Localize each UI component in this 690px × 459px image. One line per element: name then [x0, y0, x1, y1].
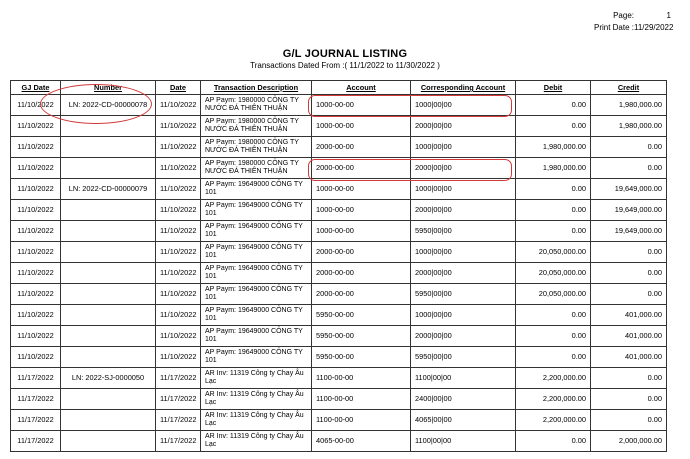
cell-account: 1100-00-00 — [312, 368, 411, 389]
table-row — [11, 95, 667, 116]
cell-credit: 0.00 — [591, 263, 667, 284]
table-row — [11, 326, 667, 347]
cell-date: 11/10/2022 — [156, 347, 201, 368]
cell-number: LN: 2022-SJ-0000050 — [61, 368, 156, 389]
cell-description — [201, 284, 312, 305]
cell-number — [61, 347, 156, 368]
cell-corresponding-account: 2000|00|00 — [411, 263, 516, 284]
table-row — [11, 200, 667, 221]
cell-gj-date: 11/10/2022 — [11, 158, 61, 179]
description-line-1: AP Paym: 19649000 CÔNG TY — [205, 327, 303, 335]
description-line-2: 101 — [205, 315, 217, 322]
cell-gj-date: 11/10/2022 — [11, 263, 61, 284]
cell-debit: 0.00 — [516, 326, 591, 347]
cell-debit: 0.00 — [516, 347, 591, 368]
description-line-2: NƯỚC ĐÁ THIÊN THUẬN — [205, 147, 288, 154]
description-line-1: AR Inv: 11319 Công ty Chay Âu — [205, 432, 304, 440]
cell-corresponding-account: 1000|00|00 — [411, 305, 516, 326]
cell-number — [61, 410, 156, 431]
cell-description — [201, 221, 312, 242]
cell-account: 5950-00-00 — [312, 326, 411, 347]
description-line-2: 101 — [205, 210, 217, 217]
cell-number: LN: 2022-CD-00000078 — [61, 95, 156, 116]
cell-corresponding-account: 2000|00|00 — [411, 158, 516, 179]
col-header-debit: Debit — [516, 81, 591, 95]
description-line-1: AR Inv: 11319 Công ty Chay Âu — [205, 411, 304, 419]
description-line-1: AR Inv: 11319 Công ty Chay Âu — [205, 390, 304, 398]
description-line-2: Lạc — [205, 441, 217, 448]
cell-credit: 1,980,000.00 — [591, 95, 667, 116]
cell-corresponding-account: 2000|00|00 — [411, 116, 516, 137]
cell-date: 11/10/2022 — [156, 284, 201, 305]
cell-corresponding-account: 4065|00|00 — [411, 410, 516, 431]
cell-corresponding-account: 5950|00|00 — [411, 284, 516, 305]
description-line-2: 101 — [205, 231, 217, 238]
cell-debit: 1,980,000.00 — [516, 158, 591, 179]
table-row — [11, 116, 667, 137]
cell-corresponding-account: 2400|00|00 — [411, 389, 516, 410]
cell-description — [201, 326, 312, 347]
cell-gj-date: 11/10/2022 — [11, 200, 61, 221]
cell-number: LN: 2022-CD-00000079 — [61, 179, 156, 200]
description-line-2: 101 — [205, 273, 217, 280]
cell-date: 11/10/2022 — [156, 326, 201, 347]
print-date-value: 11/29/2022 — [634, 23, 674, 32]
cell-gj-date: 11/17/2022 — [11, 389, 61, 410]
cell-credit: 19,649,000.00 — [591, 221, 667, 242]
table-header-row — [11, 81, 667, 95]
cell-credit: 0.00 — [591, 158, 667, 179]
cell-gj-date: 11/17/2022 — [11, 410, 61, 431]
cell-description — [201, 305, 312, 326]
cell-account: 1100-00-00 — [312, 389, 411, 410]
cell-debit: 2,200,000.00 — [516, 410, 591, 431]
cell-gj-date: 11/10/2022 — [11, 305, 61, 326]
cell-credit: 19,649,000.00 — [591, 200, 667, 221]
cell-credit: 401,000.00 — [591, 326, 667, 347]
description-line-2: NƯỚC ĐÁ THIÊN THUẬN — [205, 168, 288, 175]
cell-account: 2000-00-00 — [312, 242, 411, 263]
cell-number — [61, 116, 156, 137]
table-row — [11, 431, 667, 452]
cell-date: 11/10/2022 — [156, 95, 201, 116]
cell-credit: 0.00 — [591, 137, 667, 158]
cell-credit: 0.00 — [591, 410, 667, 431]
table-row — [11, 263, 667, 284]
cell-corresponding-account: 2000|00|00 — [411, 326, 516, 347]
cell-debit: 2,200,000.00 — [516, 389, 591, 410]
table-row — [11, 410, 667, 431]
cell-date: 11/10/2022 — [156, 242, 201, 263]
cell-gj-date: 11/17/2022 — [11, 431, 61, 452]
cell-gj-date: 11/10/2022 — [11, 137, 61, 158]
description-line-1: AR Inv: 11319 Công ty Chay Âu — [205, 369, 304, 377]
description-line-2: 101 — [205, 357, 217, 364]
cell-account: 1100-00-00 — [312, 410, 411, 431]
cell-corresponding-account: 1100|00|00 — [411, 431, 516, 452]
cell-corresponding-account: 5950|00|00 — [411, 221, 516, 242]
cell-gj-date: 11/17/2022 — [11, 368, 61, 389]
description-line-2: Lạc — [205, 378, 217, 385]
cell-account: 2000-00-00 — [312, 137, 411, 158]
cell-account: 2000-00-00 — [312, 263, 411, 284]
cell-date: 11/10/2022 — [156, 137, 201, 158]
cell-date: 11/10/2022 — [156, 179, 201, 200]
description-line-2: 101 — [205, 252, 217, 259]
table-row — [11, 179, 667, 200]
cell-credit: 19,649,000.00 — [591, 179, 667, 200]
cell-corresponding-account: 2000|00|00 — [411, 200, 516, 221]
cell-credit: 1,980,000.00 — [591, 116, 667, 137]
description-line-2: NƯỚC ĐÁ THIÊN THUẬN — [205, 105, 288, 112]
table-row — [11, 158, 667, 179]
journal-table — [10, 80, 667, 452]
table-body — [11, 95, 667, 452]
col-header-credit: Credit — [591, 81, 667, 95]
table-row — [11, 347, 667, 368]
cell-debit: 0.00 — [516, 305, 591, 326]
cell-debit: 0.00 — [516, 221, 591, 242]
cell-description — [201, 137, 312, 158]
description-line-1: AP Paym: 1980000 CÔNG TY — [205, 138, 299, 146]
cell-date: 11/10/2022 — [156, 305, 201, 326]
cell-date: 11/10/2022 — [156, 200, 201, 221]
cell-description — [201, 263, 312, 284]
cell-corresponding-account: 1000|00|00 — [411, 179, 516, 200]
cell-gj-date: 11/10/2022 — [11, 347, 61, 368]
description-line-2: 101 — [205, 294, 217, 301]
description-line-1: AP Paym: 19649000 CÔNG TY — [205, 243, 303, 251]
cell-debit: 2,200,000.00 — [516, 368, 591, 389]
cell-number — [61, 221, 156, 242]
description-line-1: AP Paym: 19649000 CÔNG TY — [205, 285, 303, 293]
report-title: G/L JOURNAL LISTING — [282, 48, 408, 60]
description-line-1: AP Paym: 1980000 CÔNG TY — [205, 96, 299, 104]
cell-debit: 0.00 — [516, 431, 591, 452]
cell-credit: 2,000,000.00 — [591, 431, 667, 452]
cell-number — [61, 263, 156, 284]
description-line-2: Lạc — [205, 399, 217, 406]
cell-credit: 0.00 — [591, 284, 667, 305]
table-row — [11, 305, 667, 326]
cell-number — [61, 431, 156, 452]
cell-debit: 0.00 — [516, 95, 591, 116]
cell-credit: 0.00 — [591, 242, 667, 263]
cell-account: 1000-00-00 — [312, 116, 411, 137]
col-header-gj-date: GJ Date — [11, 81, 61, 95]
cell-date: 11/10/2022 — [156, 158, 201, 179]
cell-gj-date: 11/10/2022 — [11, 95, 61, 116]
description-line-2: 101 — [205, 336, 217, 343]
cell-credit: 0.00 — [591, 368, 667, 389]
description-line-1: AP Paym: 19649000 CÔNG TY — [205, 222, 303, 230]
description-line-1: AP Paym: 19649000 CÔNG TY — [205, 201, 303, 209]
cell-gj-date: 11/10/2022 — [11, 284, 61, 305]
col-header-account: Account — [312, 81, 411, 95]
description-line-1: AP Paym: 1980000 CÔNG TY — [205, 117, 299, 125]
cell-corresponding-account: 1000|00|00 — [411, 242, 516, 263]
cell-corresponding-account: 1000|00|00 — [411, 137, 516, 158]
cell-date: 11/17/2022 — [156, 410, 201, 431]
col-header-number: Number — [61, 81, 156, 95]
description-line-1: AP Paym: 19649000 CÔNG TY — [205, 306, 303, 314]
description-line-2: Lạc — [205, 420, 217, 427]
cell-debit: 0.00 — [516, 200, 591, 221]
cell-gj-date: 11/10/2022 — [11, 242, 61, 263]
cell-account: 2000-00-00 — [312, 284, 411, 305]
cell-description — [201, 347, 312, 368]
cell-number — [61, 242, 156, 263]
description-line-1: AP Paym: 19649000 CÔNG TY — [205, 264, 303, 272]
description-line-2: 101 — [205, 189, 217, 196]
cell-number — [61, 326, 156, 347]
cell-description — [201, 242, 312, 263]
cell-number — [61, 284, 156, 305]
cell-description — [201, 179, 312, 200]
cell-number — [61, 305, 156, 326]
cell-description — [201, 389, 312, 410]
cell-description — [201, 431, 312, 452]
table-row — [11, 242, 667, 263]
cell-credit: 401,000.00 — [591, 305, 667, 326]
cell-account: 5950-00-00 — [312, 347, 411, 368]
cell-gj-date: 11/10/2022 — [11, 221, 61, 242]
table-row — [11, 137, 667, 158]
cell-description — [201, 95, 312, 116]
cell-date: 11/17/2022 — [156, 368, 201, 389]
cell-debit: 1,980,000.00 — [516, 137, 591, 158]
col-header-date: Date — [156, 81, 201, 95]
cell-description — [201, 158, 312, 179]
table-row — [11, 368, 667, 389]
table-row — [11, 221, 667, 242]
cell-debit: 20,050,000.00 — [516, 263, 591, 284]
description-line-1: AP Paym: 19649000 CÔNG TY — [205, 180, 303, 188]
cell-date: 11/17/2022 — [156, 431, 201, 452]
cell-account: 5950-00-00 — [312, 305, 411, 326]
cell-account: 1000-00-00 — [312, 179, 411, 200]
cell-gj-date: 11/10/2022 — [11, 116, 61, 137]
cell-number — [61, 200, 156, 221]
page-number: 1 — [666, 11, 671, 20]
cell-account: 4065-00-00 — [312, 431, 411, 452]
cell-debit: 0.00 — [516, 179, 591, 200]
cell-account: 2000-00-00 — [312, 158, 411, 179]
cell-credit: 401,000.00 — [591, 347, 667, 368]
description-line-1: AP Paym: 19649000 CÔNG TY — [205, 348, 303, 356]
cell-corresponding-account: 5950|00|00 — [411, 347, 516, 368]
description-line-2: NƯỚC ĐÁ THIÊN THUẬN — [205, 126, 288, 133]
cell-number — [61, 158, 156, 179]
cell-description — [201, 410, 312, 431]
cell-corresponding-account: 1100|00|00 — [411, 368, 516, 389]
cell-account: 1000-00-00 — [312, 200, 411, 221]
table-row — [11, 284, 667, 305]
cell-date: 11/10/2022 — [156, 221, 201, 242]
cell-corresponding-account: 1000|00|00 — [411, 95, 516, 116]
report-subtitle: Transactions Dated From :( 11/1/2022 to 11/30/2022 ) — [250, 61, 440, 70]
cell-account: 1000-00-00 — [312, 95, 411, 116]
cell-description — [201, 116, 312, 137]
cell-date: 11/10/2022 — [156, 263, 201, 284]
cell-number — [61, 137, 156, 158]
col-header-description: Transaction Description — [201, 81, 312, 95]
cell-account: 1000-00-00 — [312, 221, 411, 242]
cell-credit: 0.00 — [591, 389, 667, 410]
cell-debit: 20,050,000.00 — [516, 284, 591, 305]
cell-debit: 0.00 — [516, 116, 591, 137]
cell-gj-date: 11/10/2022 — [11, 326, 61, 347]
cell-date: 11/17/2022 — [156, 389, 201, 410]
description-line-1: AP Paym: 1980000 CÔNG TY — [205, 159, 299, 167]
cell-date: 11/10/2022 — [156, 116, 201, 137]
cell-debit: 20,050,000.00 — [516, 242, 591, 263]
cell-number — [61, 389, 156, 410]
cell-gj-date: 11/10/2022 — [11, 179, 61, 200]
table-row — [11, 389, 667, 410]
cell-description — [201, 200, 312, 221]
col-header-corresponding-account: Corresponding Account — [411, 81, 516, 95]
cell-description — [201, 368, 312, 389]
